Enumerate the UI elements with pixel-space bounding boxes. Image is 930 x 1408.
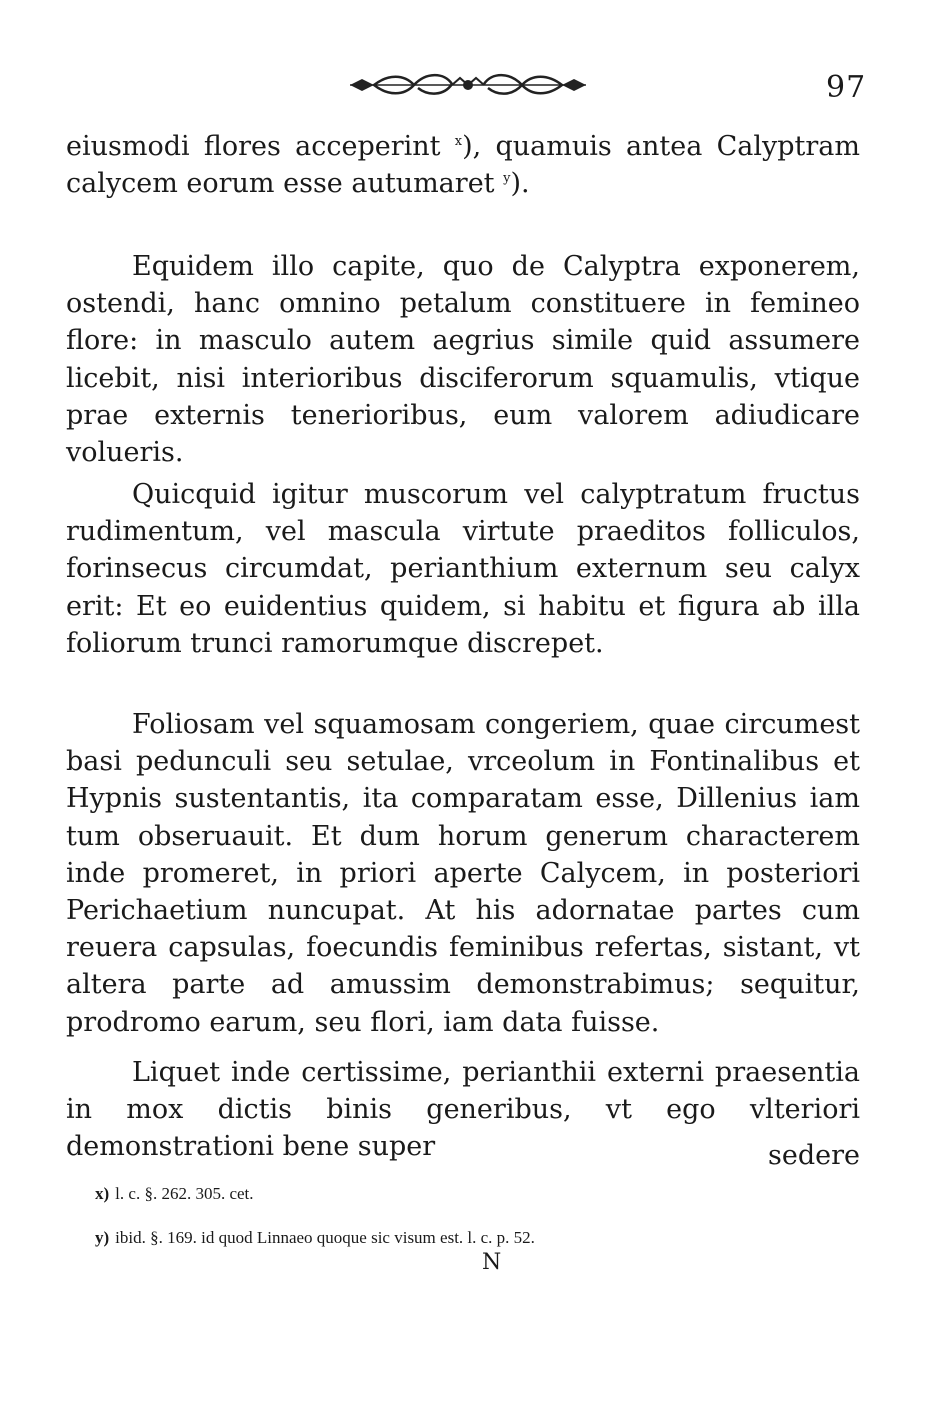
signature-mark: N xyxy=(482,1250,502,1275)
footnote-x xyxy=(95,1182,795,1206)
footnote-text: ibid. §. 169. id quod Linnaeo quoque sic visum est. l. c. p. 52. xyxy=(115,1228,535,1247)
paragraph-liquet: Liquet inde certissime, perianthii externi praesentia in mox dictis binis generibus, vt ego vlteriori demonstrationi bene super xyxy=(66,1057,860,1163)
footnotes xyxy=(95,1182,795,1270)
paragraph-equidem: Equidem illo capite, quo de Calyptra exponerem, ostendi, hanc omnino petalum constituere in femineo flore: in masculo autem aegrius simile quid assumere licebit, nisi interioribus disciferorum squamulis, vtique prae externis tenerioribus, eum valorem adiudicare volueris. xyxy=(66,251,860,469)
footnote-ref-y: y xyxy=(503,171,511,187)
footnote-mark: x) xyxy=(95,1184,110,1203)
footnote-text: l. c. §. 262. 305. cet. xyxy=(115,1184,254,1203)
continuation-text-b: ), quamuis antea Calyptram calycem eorum esse autumaret xyxy=(66,131,860,200)
footnote-y xyxy=(95,1226,795,1250)
footnote-mark: y) xyxy=(95,1228,110,1247)
continuation-text-c: ). xyxy=(510,168,530,200)
paragraph-foliosam: Foliosam vel squamosam congeriem, quae circumest basi pedunculi seu setulae, vrceolum in Fontinalibus et Hypnis sustentantis, ita comparatam esse, Dillenius iam tum obseruauit. Et dum horum generum characterem inde promeret, in priori aperte Calycem, in posteriori Perichaetium nuncupat. At his adornatae partes cum reuera capsulas, foecundis feminibus refertas, sistant, vt altera parte ad amussim demonstrabimus; sequitur, prodromo earum, seu flori, iam data fuisse. xyxy=(66,709,860,1038)
footnote-ref-x: x xyxy=(454,134,463,149)
continuation-paragraph xyxy=(66,128,860,202)
continuation-text-a: eiusmodi flores acceperint xyxy=(66,131,441,162)
page-number: 97 xyxy=(826,70,867,105)
floral-ornament-icon xyxy=(348,70,588,100)
paragraph-quicquid: Quicquid igitur muscorum vel calyptratum fructus rudimentum, vel mascula virtute praeditos folliculos, forinsecus circumdat, perianthium externum seu calyx erit: Et eo euidentius quidem, si habitu et figura ab illa foliorum trunci ramorumque discrepet. xyxy=(66,479,860,659)
catchword: sedere xyxy=(768,1140,860,1171)
